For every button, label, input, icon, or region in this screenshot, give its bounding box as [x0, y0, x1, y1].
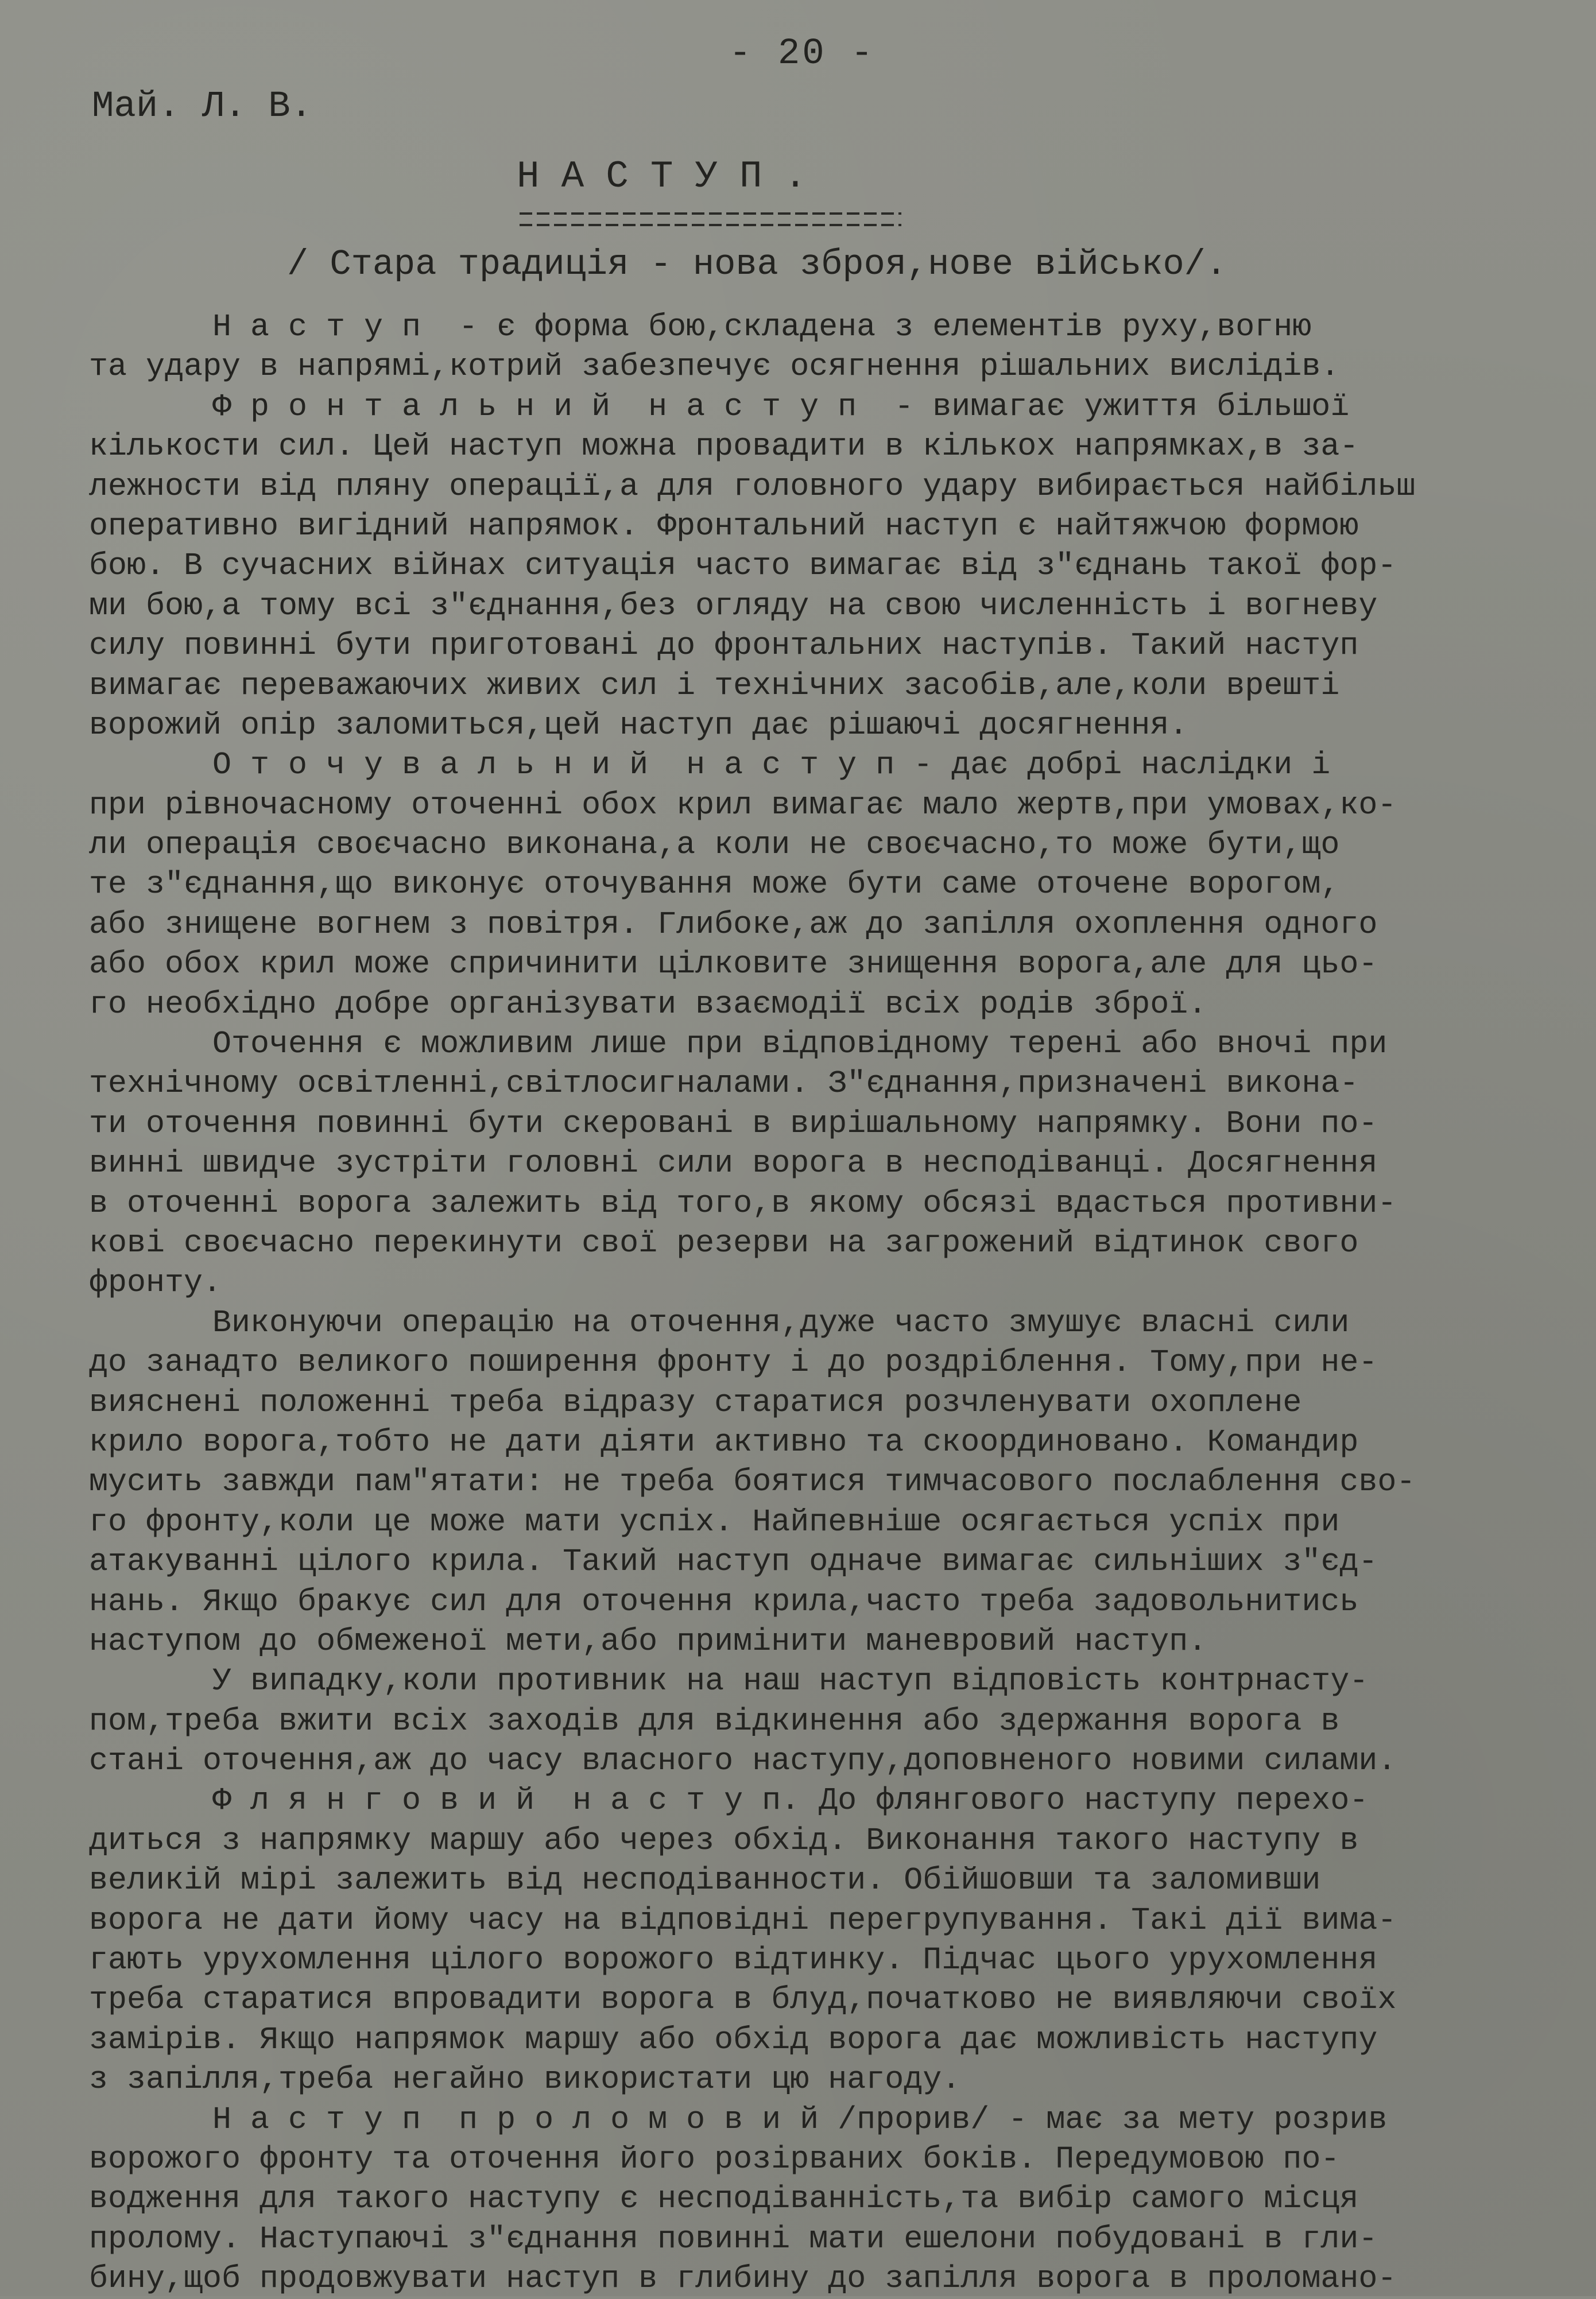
document-title: НАСТУП. [517, 155, 829, 198]
text-line: го необхідно добре організувати взаємодії всіх родів зброї. [89, 986, 1207, 1022]
text-line: бою. В сучасних війнах ситуація часто вимагає від з"єднань такої фор- [89, 548, 1397, 584]
text-line: з запілля,треба негайно використати цю нагоду. [89, 2061, 961, 2098]
text-line: гають урухомлення цілого ворожого відтинку. Підчас цього урухомлення [89, 1942, 1378, 1979]
document-subtitle: / Стара традиція - нова зброя,нове військо/. [287, 244, 1227, 285]
text-line: мусить завжди пам"ятати: не треба боятися тимчасового послаблення сво- [89, 1464, 1416, 1501]
text-line: Ф л я н г о в и й н а с т у п. До флянгового наступу перехо- [212, 1782, 1369, 1819]
text-line: кові своєчасно перекинути свої резерви на загрожений відтинок свого [89, 1224, 1359, 1261]
text-line: фронту. [89, 1265, 222, 1301]
text-line: ворога не дати йому часу на відповідні перегрупування. Такі дії вима- [89, 1902, 1397, 1939]
page-number: - 20 - [729, 33, 876, 75]
text-line: диться з напрямку маршу або через обхід. Виконання такого наступу в [89, 1822, 1359, 1859]
text-line: наступом до обмеженої мети,або примінити маневровий наступ. [89, 1623, 1207, 1660]
text-line: або обох крил може спричинити цілковите знищення ворога,але для цьо- [89, 946, 1378, 983]
text-line: до занадто великого поширення фронту і до роздріблення. Тому,при не- [89, 1344, 1378, 1381]
text-line: силу повинні бути приготовані до фронтальних наступів. Такий наступ [89, 627, 1359, 664]
text-line: атакуванні цілого крила. Такий наступ одначе вимагає сильніших з"єд- [89, 1544, 1378, 1580]
text-line: вияснені положенні треба відразу старатися розчленувати охоплене [89, 1384, 1302, 1421]
text-line: винні швидче зустріти головні сили ворога в несподіванці. Досягнення [89, 1145, 1378, 1182]
text-line: крило ворога,тобто не дати діяти активно та скоординовано. Командир [89, 1424, 1359, 1460]
text-line: та удару в напрямі,котрий забезпечує осягнення рішальних вислідів. [89, 348, 1340, 385]
text-line: ворожого фронту та оточення його розірваних боків. Передумовою по- [89, 2141, 1340, 2177]
text-line: технічному освітленні,світлосигналами. З"єднання,призначені викона- [89, 1065, 1359, 1102]
text-line: го фронту,коли це може мати успіх. Найпевніше осягається успіх при [89, 1503, 1340, 1540]
text-line: Ф р о н т а л ь н и й н а с т у п - вимагає ужиття більшої [212, 388, 1350, 425]
text-line: О т о ч у в а л ь н и й н а с т у п - дає добрі наслідки і [212, 747, 1331, 784]
text-line: водження для такого наступу є несподіванність,та вибір самого місця [89, 2181, 1359, 2217]
text-line: при рівночасному оточенні обох крил вимагає мало жертв,при умовах,ко- [89, 786, 1397, 823]
text-line: Оточення є можливим лише при відповідному терені або вночі при [212, 1026, 1388, 1063]
text-line: оперативно вигідний напрямок. Фронтальний наступ є найтяжчою формою [89, 507, 1359, 544]
text-line: замірів. Якщо напрямок маршу або обхід ворога дає можливість наступу [89, 2021, 1378, 2058]
text-line: ли операція своєчасно виконана,а коли не своєчасно,то може бути,що [89, 827, 1340, 863]
text-line: пом,треба вжити всіх заходів для відкинення або здержання ворога в [89, 1703, 1340, 1739]
text-line: лежности від пляну операції,а для головного удару вибирається найбільш [89, 468, 1416, 505]
text-line: великій мірі залежить від несподіванности. Обійшовши та заломивши [89, 1862, 1321, 1899]
text-line: кількости сил. Цей наступ можна провадити в кількох напрямках,в за- [89, 428, 1359, 465]
text-line: стані оточення,аж до часу власного наступу,доповненого новими силами. [89, 1743, 1397, 1780]
text-line: вимагає переважаючих живих сил і технічних засобів,але,коли врешті [89, 667, 1340, 704]
text-line: ми бою,а тому всі з"єднання,без огляду на свою численність і вогневу [89, 587, 1378, 624]
text-line: ворожий опір заломиться,цей наступ дає рішаючі досягнення. [89, 707, 1188, 743]
text-line: Н а с т у п п р о л о м о в и й /прорив/ - має за мету розрив [212, 2101, 1388, 2138]
text-line: нань. Якщо бракує сил для оточення крила,часто треба задовольнитись [89, 1583, 1359, 1620]
text-line: бину,щоб продовжувати наступ в глибину до запілля ворога в проломано- [89, 2261, 1397, 2297]
text-line: ти оточення повинні бути скеровані в вирішальному напрямку. Вони по- [89, 1105, 1378, 1142]
author-signature: Май. Л. В. [92, 86, 313, 127]
title-underline [520, 212, 901, 226]
text-line: У випадку,коли противник на наш наступ відповість контрнасту- [212, 1663, 1369, 1700]
text-line: Виконуючи операцію на оточення,дуже часто змушує власні сили [212, 1304, 1350, 1341]
text-line: пролому. Наступаючі з"єднання повинні мати ешелони побудовані в гли- [89, 2220, 1378, 2257]
text-line: те з"єднання,що виконує оточування може бути саме оточене ворогом, [89, 866, 1340, 903]
text-line: треба старатися впровадити ворога в блуд,початково не виявляючи своїх [89, 1982, 1397, 2018]
text-line: або знищене вогнем з повітря. Глибоке,аж до запілля охоплення одного [89, 906, 1378, 943]
text-line: Н а с т у п - є форма бою,складена з елементів руху,вогню [212, 309, 1312, 345]
text-line: в оточенні ворога залежить від того,в якому обсязі вдасться противни- [89, 1185, 1397, 1222]
document-body [89, 307, 1524, 2299]
